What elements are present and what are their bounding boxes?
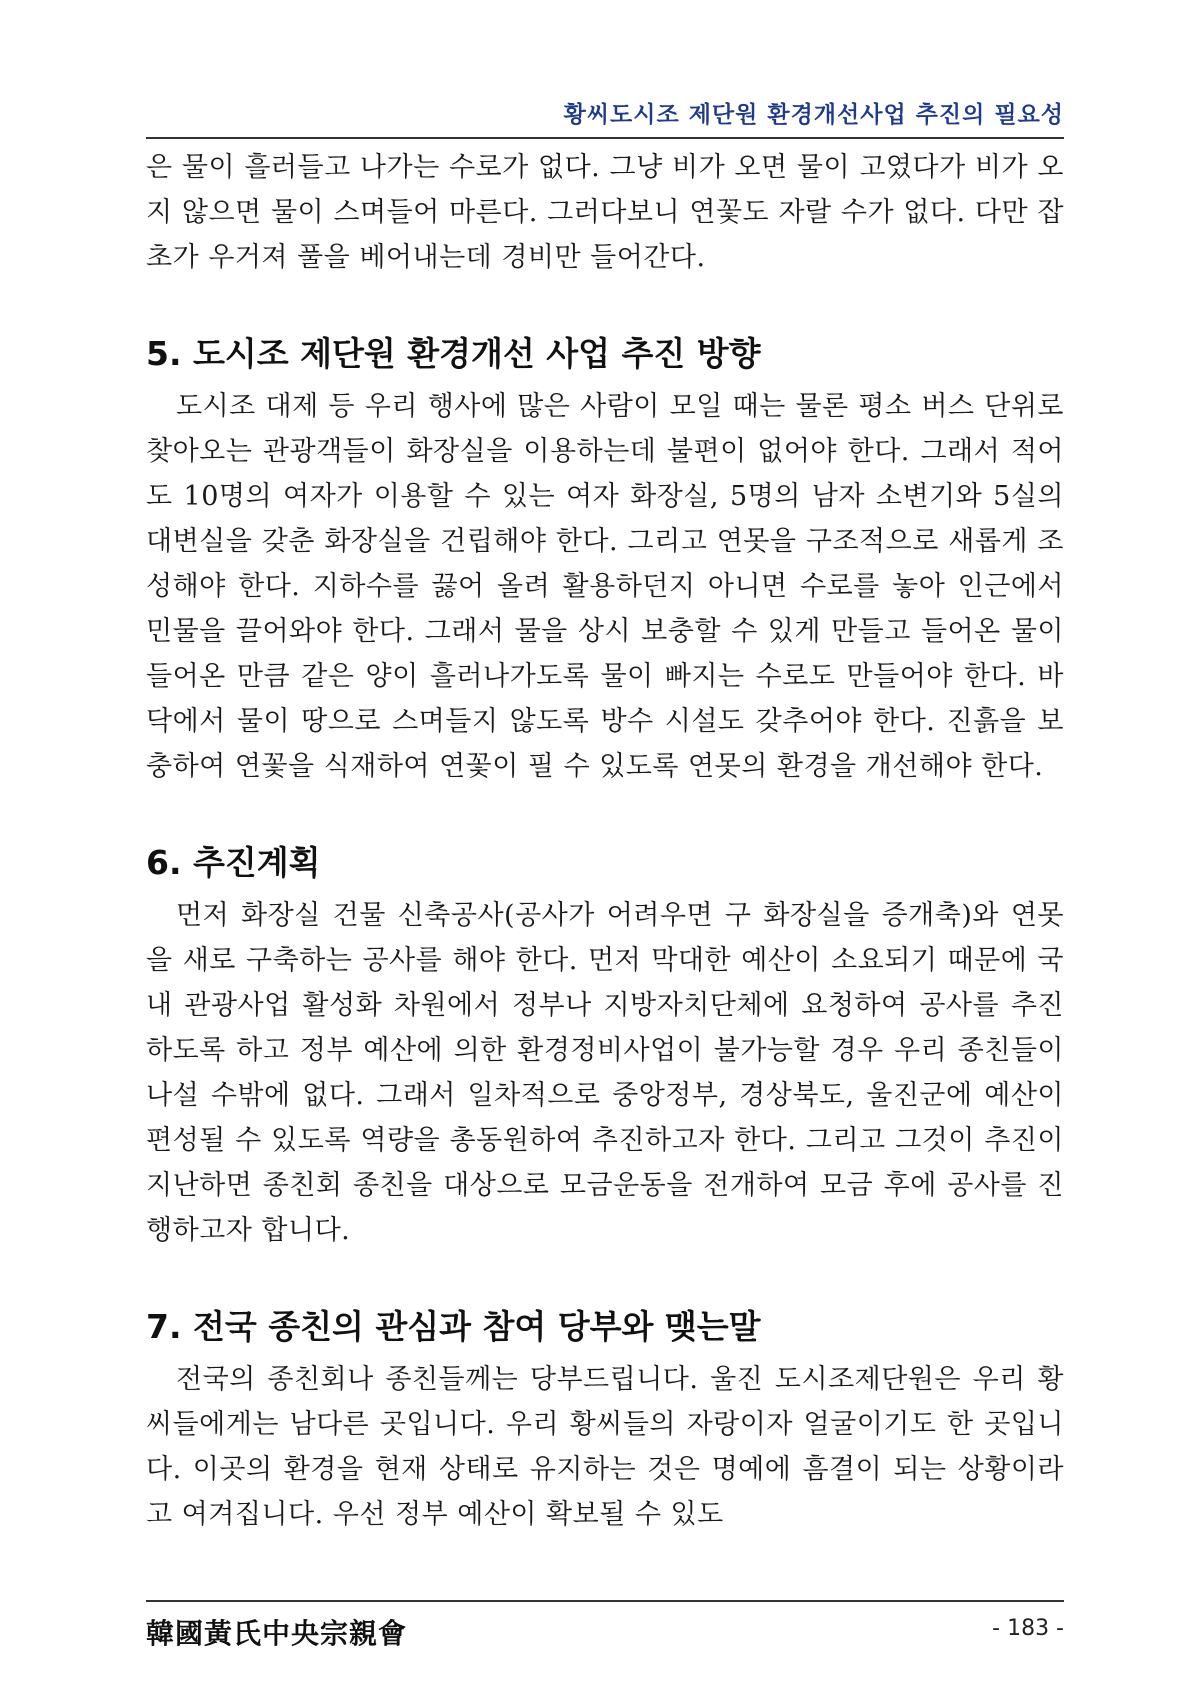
section-6 [146,837,1064,1253]
page-number: - 183 - [992,1616,1064,1641]
header-divider [146,137,1064,139]
running-header-title: 황씨도시조 제단원 환경개선사업 추진의 필요성 [563,102,1064,128]
footer-divider [146,1600,1064,1602]
section-heading: 5. 도시조 제단원 환경개선 사업 추진 방향 [146,334,761,373]
section-heading: 6. 추진계획 [146,843,321,882]
section-paragraph: 전국의 종친회나 종친들께는 당부드립니다. 울진 도시조제단원은 우리 황씨들에게는 남다른 곳입니다. 우리 황씨들의 자랑이자 얼굴이기도 한 곳입니다. 이곳의 환경을 현재 상태로 유지하는 것은 명예에 흠결이 되는 상황이라고 여겨집니다. 우선 정부 예산이 확보될 수 있도 [146,1364,1064,1530]
section-paragraph: 먼저 화장실 건물 신축공사(공사가 어려우면 구 화장실을 증개축)와 연못을 새로 구축하는 공사를 해야 한다. 먼저 막대한 예산이 소요되기 때문에 국내 관광사업 활성화 차원에서 정부나 지방자치단체에 요청하여 공사를 추진하도록 하고 정부 예산에 의한 환경정비사업이 불가능할 경우 우리 종친들이 나설 수밖에 없다. 그래서 일차적으로 중앙정부, 경상북도, 울진군에 예산이 편성될 수 있도록 역량을 총동원하여 추진하고자 한다. 그리고 그것이 추진이 지난하면 종친회 종친을 대상으로 모금운동을 전개하여 모금 후에 공사를 진행하고자 합니다. [146,900,1064,1246]
footer-organization-name: 韓國黃氏中央宗親會 [146,1617,408,1650]
section-heading: 7. 전국 종친의 관심과 참여 당부와 맺는말 [146,1307,761,1346]
section-7 [146,1301,1064,1537]
document-body [146,145,1064,1537]
intro-paragraph: 은 물이 흘러들고 나가는 수로가 없다. 그냥 비가 오면 물이 고였다가 비가 오지 않으면 물이 스며들어 마른다. 그러다보니 연꽃도 자랄 수가 없다. 다만 잡초가 우거져 풀을 베어내는데 경비만 들어간다. [146,152,1064,273]
section-5 [146,328,1064,789]
section-paragraph: 도시조 대제 등 우리 행사에 많은 사람이 모일 때는 물론 평소 버스 단위로 찾아오는 관광객들이 화장실을 이용하는데 불편이 없어야 한다. 그래서 적어도 10명의 여자가 이용할 수 있는 여자 화장실, 5명의 남자 소변기와 5실의 대변실을 갖춘 화장실을 건립해야 한다. 그리고 연못을 구조적으로 새롭게 조성해야 한다. 지하수를 끓어 올려 활용하던지 아니면 수로를 놓아 인근에서 민물을 끌어와야 한다. 그래서 물을 상시 보충할 수 있게 만들고 들어온 물이 들어온 만큼 같은 양이 흘러나가도록 물이 빠지는 수로도 만들어야 한다. 바닥에서 물이 땅으로 스며들지 않도록 방수 시설도 갖추어야 한다. 진흙을 보충하여 연꽃을 식재하여 연꽃이 필 수 있도록 연못의 환경을 개선해야 한다. [146,391,1064,782]
